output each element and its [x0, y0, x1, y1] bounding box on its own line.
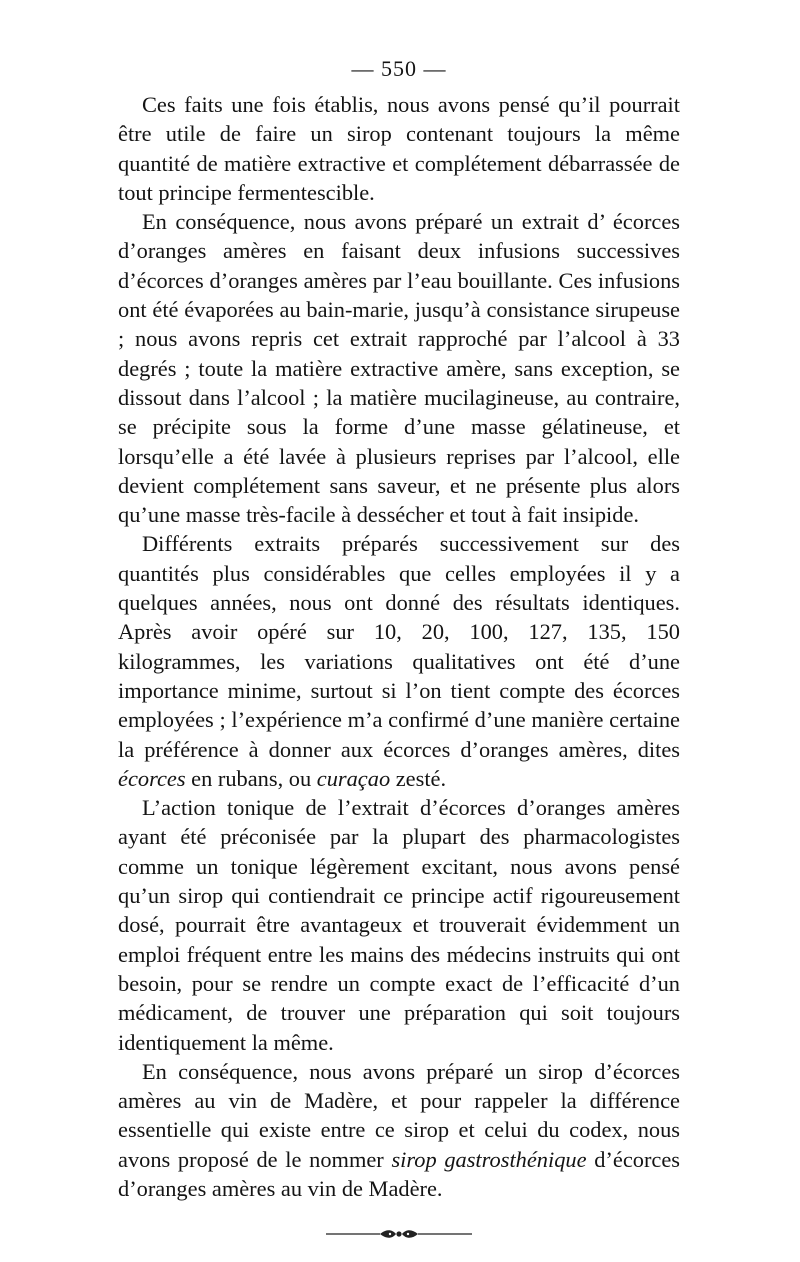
- body-text: [118, 90, 680, 1203]
- paragraph-4: [118, 793, 680, 1057]
- paragraph-5: [118, 1057, 680, 1203]
- text-run: en rubans, ou: [185, 765, 317, 791]
- paragraph-3: [118, 529, 680, 793]
- tailpiece-ornament-icon: [118, 1227, 680, 1241]
- text-run: En conséquence, nous avons préparé un extrait d’ écorces d’oranges amères en faisant deux infusions successives d’écorces d’oranges amères par l’eau bouillante. Ces infusions ont été évaporées au bain-marie, jusqu’à consistance sirupeuse ; nous avons repris cet extrait rapproché par l’alcool à 33 degrés ; toute la matière extractive amère, sans exception, se dissout dans l’alcool ; la matière mucilagineuse, au contraire, se précipite sous la forme d’une masse gélatineuse, et lorsqu’elle a été lavée à plusieurs reprises par l’alcool, elle devient complétement sans saveur, et ne présente plus alors qu’une masse très-facile à dessécher et tout à fait insipide.: [118, 209, 680, 528]
- text-run: En conséquence, nous avons préparé un sirop d’écorces amères au vin de Madère, et pour rappeler la différence essentielle qui existe entre ce sirop et celui du codex, nous avons proposé de le nommer: [118, 1058, 680, 1172]
- text-run: zesté.: [390, 765, 447, 791]
- italic-run: écorces: [118, 765, 186, 791]
- italic-run: sirop gastrosthénique: [391, 1146, 587, 1172]
- text-run: d’écorces d’oranges amères au vin de Madère.: [118, 1146, 680, 1201]
- page-number: — 550 —: [351, 56, 447, 81]
- text-run: L’action tonique de l’extrait d’écorces d’oranges amères ayant été préconisée par la plupart des pharmacologistes comme un tonique légèrement excitant, nous avons pensé qu’un sirop qui contiendrait ce principe actif rigoureusement dosé, pourrait être avantageux et trouverait évidemment un emploi fréquent entre les mains des médecins instruits qui ont besoin, pour se rendre un compte exact de l’efficacité d’un médicament, de trouver une préparation qui soit toujours identiquement la même.: [118, 795, 680, 1055]
- italic-run: curaçao: [316, 765, 391, 791]
- paragraph-2: [118, 207, 680, 529]
- text-run: Différents extraits préparés successivement sur des quantités plus considérables que celles employées il y a quelques années, nous ont donné des résultats identiques. Après avoir opéré sur 10, 20, 100, 127, 135, 150 kilogrammes, les variations qualitatives ont été d’une importance minime, surtout si l’on tient compte des écorces employées ; l’expérience m’a confirmé d’une manière certaine la préférence à donner aux écorces d’oranges amères, dites: [118, 531, 680, 762]
- paragraph-1: [118, 90, 680, 207]
- text-run: Ces faits une fois établis, nous avons pensé qu’il pourrait être utile de faire un sirop contenant toujours la même quantité de matière extractive et complétement débarrassée de tout principe fermentescible.: [118, 92, 680, 205]
- document-page: [118, 54, 680, 1241]
